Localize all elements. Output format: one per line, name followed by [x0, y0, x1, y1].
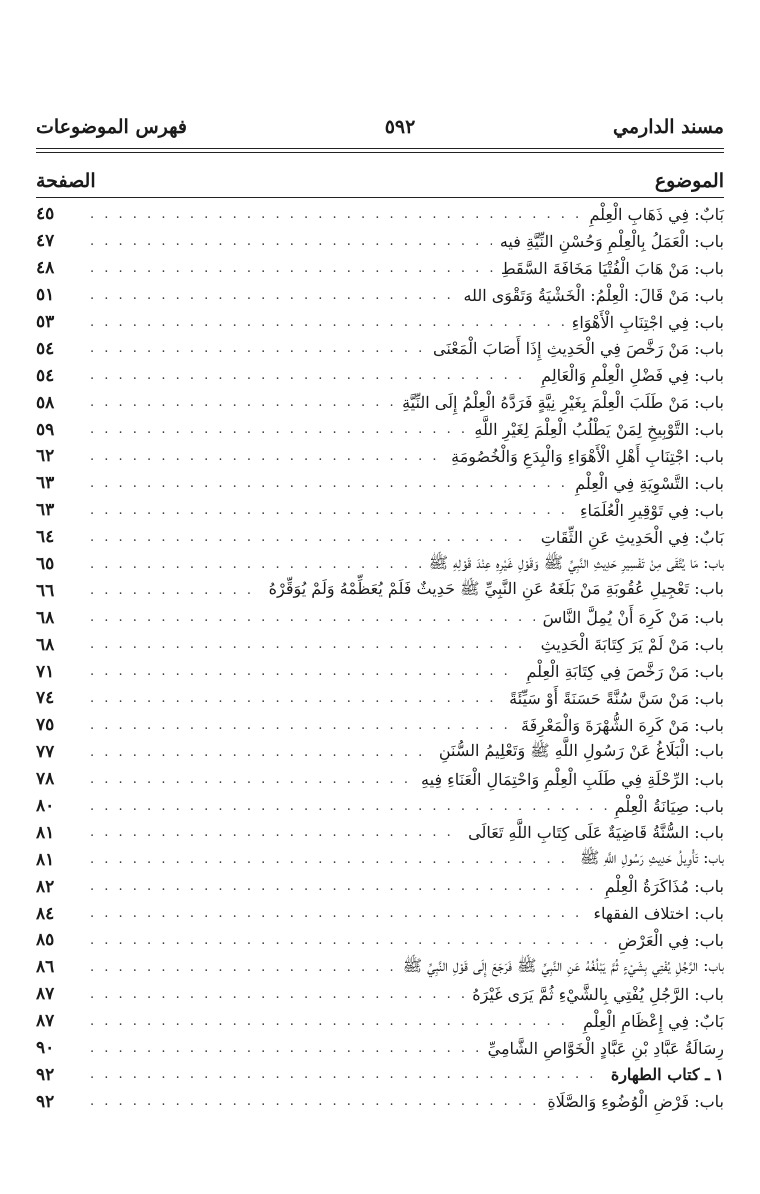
section-title: فهرس الموضوعات [36, 116, 187, 138]
toc-entry[interactable] [36, 309, 724, 336]
toc-entry[interactable] [36, 201, 724, 228]
dot-leader [90, 395, 394, 410]
column-heading-rule [36, 197, 724, 198]
toc-entry-title: باب: مَنْ كَرِهَ الشُّهْرَةَ وَالْمَعْرِفَةَ [521, 715, 724, 735]
toc-entry[interactable] [36, 766, 724, 793]
toc-entry-page: ٤٥ [36, 204, 55, 225]
toc-entry[interactable] [36, 1062, 724, 1089]
toc-entry-title: باب: فِي اجْتِنَابِ الْأَهْوَاءِ [571, 312, 724, 332]
toc-entry-page: ٧١ [36, 661, 55, 682]
toc-entry-page: ٥١ [36, 285, 55, 306]
dot-leader [90, 207, 581, 222]
toc-entry[interactable] [36, 335, 724, 362]
toc-entry-page: ٨٢ [36, 876, 55, 897]
dot-leader [90, 341, 425, 356]
toc-entry-page: ٨١ [36, 849, 55, 870]
toc-entry-page: ٧٨ [36, 769, 55, 790]
toc-entry-title: باب: اجْتِنَابِ أَهْلِ الْأَهْوَاءِ وَالْبِدَعِ وَالْخُصُومَةِ [451, 446, 724, 466]
dot-leader [90, 825, 460, 840]
dot-leader [90, 610, 535, 625]
toc-entry-title: بَابٌ: فِي ذَهَابِ الْعِلْمِ [589, 204, 724, 224]
toc-entry-page: ٧٤ [36, 688, 55, 709]
toc-entry-title: باب: مَنْ رَخَّصَ فِي كِتَابَةِ الْعِلْمِ [526, 662, 724, 682]
dot-leader [90, 718, 513, 733]
toc-entry-page: ٦٤ [36, 527, 55, 548]
toc-entry-page: ٨٥ [36, 930, 55, 951]
toc-entry-page: ٩٠ [36, 1038, 55, 1059]
toc-entry-title: باب: مَنْ لَمْ يَرَ كِتَابَةَ الْحَدِيثِ [540, 635, 724, 655]
toc-entry[interactable] [36, 604, 724, 631]
toc-entry[interactable] [36, 470, 724, 497]
dot-leader [90, 1041, 480, 1056]
toc-entry-title: باب: اختلاف الفقهاء [593, 904, 724, 924]
header-rule-inner [36, 152, 724, 153]
toc-entry-title: باب: مُذَاكَرَةُ الْعِلْمِ [604, 877, 724, 897]
toc-entry-page: ٦٣ [36, 473, 55, 494]
toc-entry-page: ٦٢ [36, 446, 55, 467]
toc-entry-title: باب: مَنْ هَابَ الْفُتْيَا مَخَافَةَ السَّقَطِ [500, 258, 724, 278]
dot-leader [90, 315, 564, 330]
toc-entry[interactable] [36, 416, 724, 443]
dot-leader [90, 960, 395, 975]
dot-leader [90, 879, 597, 894]
toc-entry[interactable] [36, 793, 724, 820]
dot-leader [90, 772, 413, 787]
toc-entry-page: ٥٨ [36, 392, 55, 413]
toc-entry-page: ٥٩ [36, 419, 55, 440]
toc-entry[interactable] [36, 524, 724, 551]
toc-entry[interactable] [36, 712, 724, 739]
dot-leader [90, 852, 572, 867]
dot-leader [90, 503, 572, 518]
toc-entry[interactable] [36, 1035, 724, 1062]
running-header [36, 110, 724, 144]
toc-entry-page: ٦٦ [36, 580, 55, 601]
toc-entry-title: رِسَالَةُ عَبَّادِ بْنِ عَبَّادٍ الْخَوَّاصِ الشَّامِيِّ [487, 1038, 724, 1058]
dot-leader [90, 234, 492, 249]
dot-leader [90, 933, 610, 948]
toc-entry-title: باب: فِي تَوْقِيرِ الْعُلَمَاءِ [579, 500, 724, 520]
toc-entry-page: ٤٨ [36, 258, 55, 279]
toc-entry-title: باب: صِيَانَةُ الْعِلْمِ [614, 796, 724, 816]
toc-entry[interactable] [36, 282, 724, 309]
toc-entry-page: ٨٠ [36, 796, 55, 817]
dot-leader [90, 987, 464, 1002]
toc-entry-page: ٨٤ [36, 903, 55, 924]
toc-entry[interactable] [36, 685, 724, 712]
toc-entry[interactable] [36, 577, 724, 604]
toc-entry-title: باب: فِي فَضْلِ الْعِلْمِ وَالْعَالِمِ [541, 366, 724, 386]
toc-entry[interactable] [36, 497, 724, 524]
dot-leader [90, 1094, 539, 1109]
dot-leader [90, 422, 466, 437]
dot-leader [90, 449, 443, 464]
book-title: مسند الدارمي [613, 116, 724, 138]
toc-entry-title: باب: الرَّجُلِ يُفْتِي بِالشَّيْءِ ثُمَّ يَرَى غَيْرَهُ [472, 984, 724, 1004]
topic-column-heading: الموضوع [654, 170, 724, 192]
toc-entry-title: باب: التَّوْبِيخِ لِمَنْ يَطْلُبُ الْعِلْمَ لِغَيْرِ اللَّهِ [474, 420, 724, 440]
dot-leader [90, 368, 533, 383]
toc-entry-title: ١ ـ كتاب الطهارة [610, 1065, 724, 1085]
dot-leader [90, 261, 493, 276]
toc-entry-title: باب: تَعْجِيلِ عُقُوبَةِ مَنْ بَلَغَهُ عَنِ النَّبِيِّ ﷺ حَدِيثٌ فَلَمْ يُعَظِّمْهُ وَلَمْ يُوَقِّرْهُ [268, 579, 724, 599]
toc-entry-title: باب: مَنْ طَلَبَ الْعِلْمَ بِغَيْرِ نِيَّةٍ فَرَدَّهُ الْعِلْمُ إِلَى النِّيَّةِ [402, 393, 724, 413]
dot-leader [90, 530, 533, 545]
toc-entry-page: ٨٧ [36, 1011, 55, 1032]
toc-entry[interactable] [36, 954, 724, 981]
dot-leader [90, 664, 519, 679]
toc-entry-title: باب: السُّنَّةُ قَاضِيَةٌ عَلَى كِتَابِ اللَّهِ تَعَالَى [468, 823, 724, 843]
column-headings [36, 158, 724, 192]
toc-entry[interactable] [36, 846, 724, 873]
toc-entry[interactable] [36, 927, 724, 954]
toc-entry-title: باب: مَنْ كَرِهَ أَنْ يُمِلَّ النَّاسَ [542, 608, 724, 628]
toc-entry-title: باب: فِي الْعَرْضِ [617, 930, 724, 950]
toc-entry-page: ٩٢ [36, 1091, 55, 1112]
toc-entry-page: ٩٢ [36, 1064, 55, 1085]
toc-entry-title: باب: الرِّحْلَةِ فِي طَلَبِ الْعِلْمِ وَاحْتِمَالِ الْعَنَاءِ فِيهِ [421, 769, 724, 789]
header-rule [36, 148, 724, 149]
dot-leader [90, 691, 501, 706]
dot-leader [90, 637, 533, 652]
dot-leader [90, 745, 431, 760]
toc-entry-page: ٨٦ [36, 957, 55, 978]
toc-entry[interactable] [36, 739, 724, 766]
toc-entry-page: ٧٧ [36, 742, 55, 763]
toc-entry-page: ٨٧ [36, 984, 55, 1005]
toc-entry[interactable] [36, 981, 724, 1008]
page-number: ٥٩٢ [384, 116, 416, 138]
toc-entry[interactable] [36, 255, 724, 282]
toc-entry-page: ٦٣ [36, 500, 55, 521]
toc-entry[interactable] [36, 1008, 724, 1035]
dot-leader [90, 476, 567, 491]
toc-entry-title: باب: فَرْضِ الْوُضُوءِ وَالصَّلَاةِ [547, 1092, 724, 1112]
dot-leader [90, 1067, 603, 1082]
toc-entry-title: بَابٌ: فِي الْحَدِيثِ عَنِ الثِّقَاتِ [540, 527, 724, 547]
toc-entry-title: باب: مَا يُتَّقَى مِنْ تَفْسِيرِ حَدِيثِ النَّبِيِّ ﷺ وَقَوْلِ غَيْرِهِ عِنْدَ قَوْلِهِ ﷺ [428, 552, 724, 572]
toc-entry-page: ٦٨ [36, 634, 55, 655]
page-column-heading: الصفحة [36, 170, 96, 192]
toc-entry[interactable] [36, 900, 724, 927]
toc-entry-page: ٦٨ [36, 607, 55, 628]
toc-entry[interactable] [36, 1088, 724, 1115]
toc-entry-page: ٥٣ [36, 312, 55, 332]
toc-entry[interactable] [36, 873, 724, 900]
toc-entry-title: باب: تَأْوِيلُ حَدِيثِ رَسُولِ اللَّهِ ﷺ [580, 848, 724, 868]
toc-entry[interactable] [36, 443, 724, 470]
toc-entry[interactable] [36, 389, 724, 416]
dot-leader [90, 583, 261, 598]
toc-entry-page: ٥٤ [36, 338, 55, 359]
toc-entry-page: ٧٥ [36, 715, 55, 736]
toc-entry[interactable] [36, 631, 724, 658]
toc-entry-title: باب: مَنْ قَالَ: الْعِلْمُ: الْخَشْيَةُ وَتَقْوَى الله [463, 285, 724, 305]
toc-entry-page: ٨١ [36, 822, 55, 843]
toc-entry-page: ٥٤ [36, 365, 55, 386]
toc-entry[interactable] [36, 658, 724, 685]
toc-entry-title: باب: مَنْ سَنَّ سُنَّةً حَسَنَةً أَوْ سَيِّئَةً [509, 688, 724, 708]
dot-leader [90, 557, 421, 572]
toc-entry-title: باب: الْبَلَاغُ عَنْ رَسُولِ اللَّهِ ﷺ وَتَعْلِيمُ السُّنَنِ [438, 740, 724, 760]
toc-entry[interactable] [36, 228, 724, 255]
toc-entry[interactable] [36, 819, 724, 846]
dot-leader [90, 288, 455, 303]
toc-entry-title: باب: الْعَمَلُ بِالْعِلْمِ وَحُسْنِ النِّيَّةِ فيه [499, 231, 724, 251]
toc-list [36, 201, 724, 1115]
toc-entry-page: ٤٧ [36, 231, 55, 252]
toc-entry-title: باب: الرَّجُلِ يُفْتِي بِشَيْءٍ ثُمَّ يَبْلُغُهُ عَنِ النَّبِيِّ ﷺ فَرَجَعَ إِلَى قَوْلِ النَّبِيِّ ﷺ [402, 955, 724, 975]
toc-entry[interactable] [36, 551, 724, 578]
toc-entry-title: باب: مَنْ رَخَّصَ فِي الْحَدِيثِ إِذَا أَصَابَ الْمَعْنَى [433, 339, 724, 359]
dot-leader [90, 799, 607, 814]
toc-entry[interactable] [36, 362, 724, 389]
toc-entry-title: بَابٌ: فِي إِعْظَامِ الْعِلْمِ [583, 1011, 724, 1031]
dot-leader [90, 906, 585, 921]
toc-entry-title: باب: التَّسْوِيَةِ فِي الْعِلْمِ [575, 473, 724, 493]
dot-leader [90, 1014, 575, 1029]
toc-entry-page: ٦٥ [36, 554, 55, 575]
